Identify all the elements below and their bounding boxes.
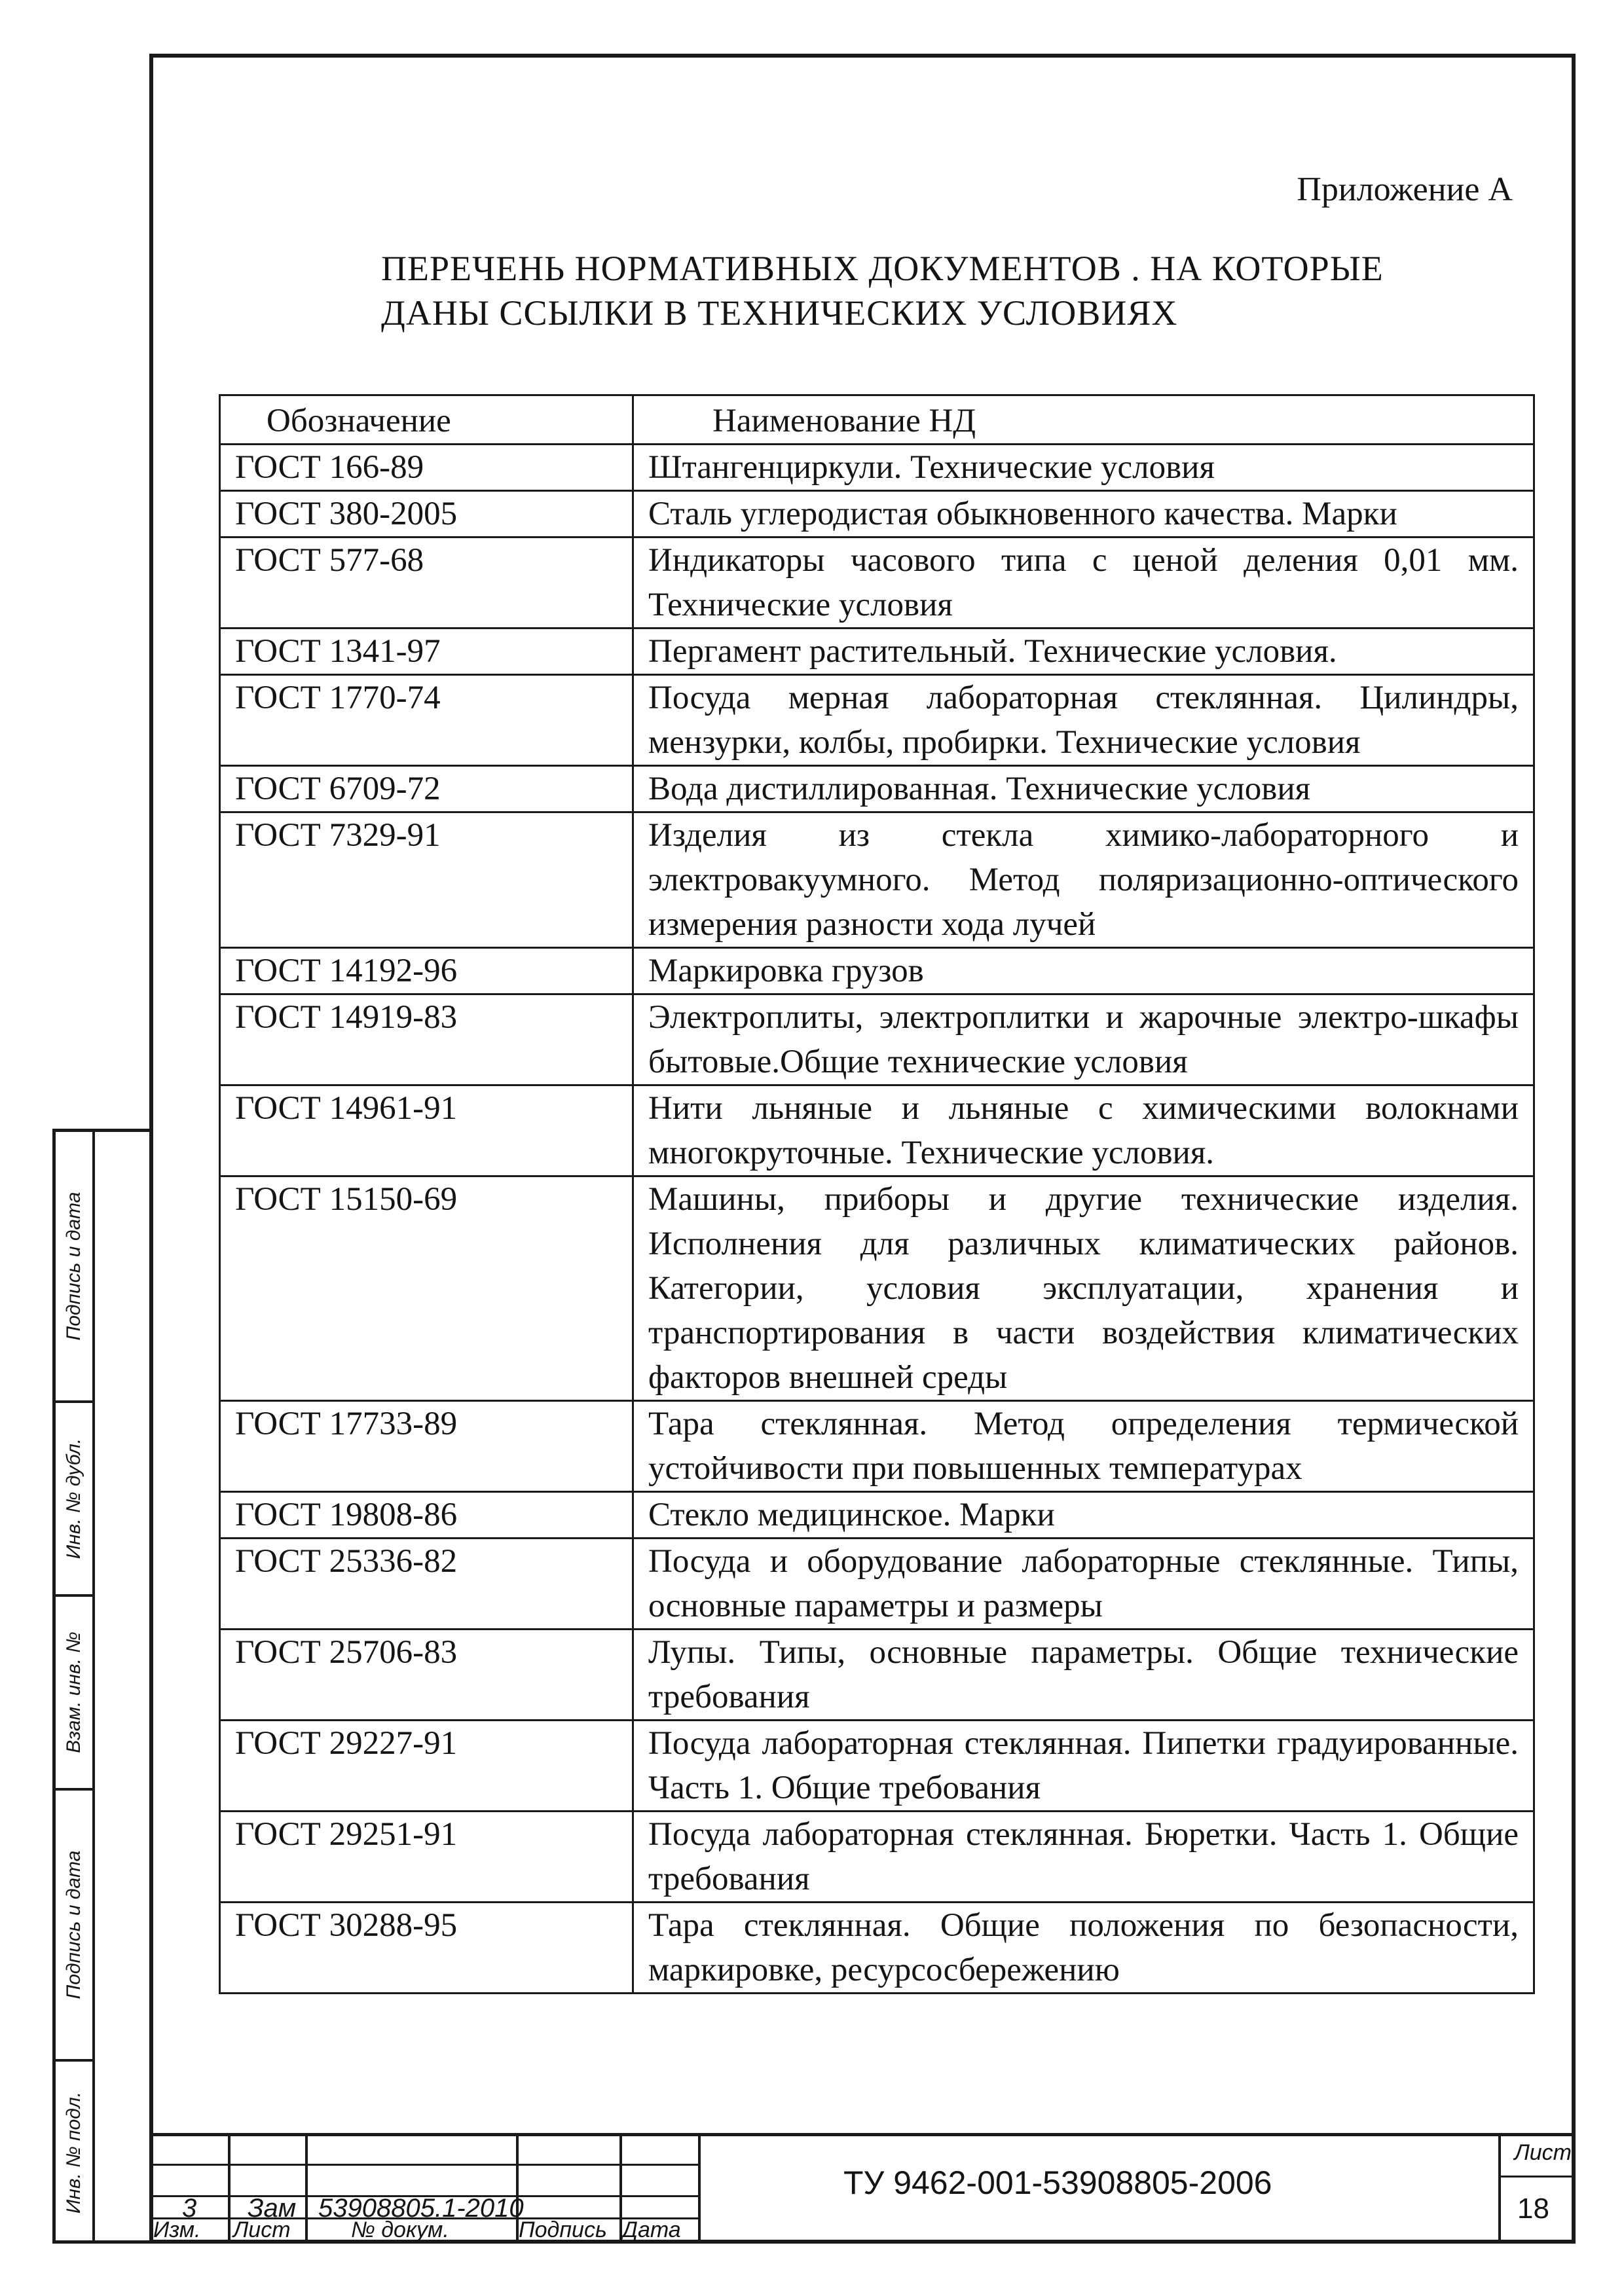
document-code: ГОСТ 15150-69: [220, 1176, 633, 1401]
sheet-label: Лист: [1514, 2140, 1572, 2165]
document-name: Сталь углеродистая обыкновенного качества. Марки: [633, 491, 1534, 538]
document-code: ГОСТ 6709-72: [220, 766, 633, 812]
normative-documents-table: [219, 394, 1535, 1994]
table-row: [220, 491, 1534, 538]
title-line-2: ДАНЫ ССЫЛКИ В ТЕХНИЧЕСКИХ УСЛОВИЯХ: [381, 293, 1178, 333]
sidebar-dup-inv: Инв. № дубл.: [56, 1403, 95, 1597]
document-name: Тара стеклянная. Общие положения по безопасности, маркировке, ресурсосбережению: [633, 1903, 1534, 1994]
document-code: ГОСТ 380-2005: [220, 491, 633, 538]
document-code: ГОСТ 29227-91: [220, 1721, 633, 1812]
table-row: [220, 1630, 1534, 1721]
document-name: Тара стеклянная. Метод определения термической устойчивости при повышенных температурах: [633, 1401, 1534, 1492]
document-code: ГОСТ 14192-96: [220, 948, 633, 994]
document-code: ГОСТ 19808-86: [220, 1492, 633, 1539]
document-code: ГОСТ 1770-74: [220, 675, 633, 766]
table-row: [220, 1721, 1534, 1812]
table-row: [220, 1539, 1534, 1630]
page-frame: [149, 54, 1576, 2244]
table-row: [220, 766, 1534, 812]
header-list: Лист: [233, 2217, 291, 2242]
document-name: Вода дистиллированная. Технические условия: [633, 766, 1534, 812]
header-date: Дата: [622, 2217, 681, 2242]
table-row: [220, 675, 1534, 766]
header-name: Наименование НД: [633, 395, 1534, 445]
title-line-1: ПЕРЕЧЕНЬ НОРМАТИВНЫХ ДОКУМЕНТОВ . НА КОТОРЫЕ: [381, 249, 1384, 288]
document-code: ГОСТ 14919-83: [220, 994, 633, 1085]
document-code: ГОСТ 577-68: [220, 538, 633, 629]
table-row: [220, 445, 1534, 491]
document-name: Посуда лабораторная стеклянная. Бюретки. Часть 1. Общие требования: [633, 1812, 1534, 1903]
document-name: Изделия из стекла химико-лабораторного и электровакуумного. Метод поляризационно-оптического измерения разности хода лучей: [633, 812, 1534, 948]
table-header-row: [220, 395, 1534, 445]
table-row: [220, 1812, 1534, 1903]
sidebar-orig-inv: Инв. № подл.: [56, 2062, 95, 2244]
document-number: ТУ 9462-001-53908805-2006: [843, 2164, 1272, 2201]
document-name: Маркировка грузов: [633, 948, 1534, 994]
document-code: ГОСТ 7329-91: [220, 812, 633, 948]
table-row: [220, 1176, 1534, 1401]
change-number: 3: [182, 2194, 197, 2223]
document-code: ГОСТ 30288-95: [220, 1903, 633, 1994]
document-name: Посуда лабораторная стеклянная. Пипетки градуированные. Часть 1. Общие требования: [633, 1721, 1534, 1812]
table-row: [220, 1903, 1534, 1994]
document-name: Индикаторы часового типа с ценой деления 0,01 мм. Технические условия: [633, 538, 1534, 629]
header-docnum: № докум.: [351, 2217, 449, 2242]
document-name: Машины, приборы и другие технические изделия. Исполнения для различных климатических районов. Категории, условия эксплуатации, хранения и транспортирования в части воздействия климатических факторов внешней среды: [633, 1176, 1534, 1401]
table-row: [220, 948, 1534, 994]
change-type: Зам: [248, 2194, 297, 2223]
document-code: ГОСТ 17733-89: [220, 1401, 633, 1492]
page-title: [381, 246, 1624, 335]
change-document: 53908805.1-2010: [318, 2194, 524, 2223]
document-name: Стекло медицинское. Марки: [633, 1492, 1534, 1539]
document-name: Нити льняные и льняные с химическими волокнами многокруточные. Технические условия.: [633, 1085, 1534, 1176]
table-row: [220, 1085, 1534, 1176]
sidebar-replace-inv: Взам. инв. №: [56, 1597, 95, 1791]
header-signature: Подпись: [519, 2217, 607, 2242]
table-row: [220, 1492, 1534, 1539]
document-name: Пергамент растительный. Технические условия.: [633, 629, 1534, 675]
document-name: Посуда мерная лабораторная стеклянная. Цилиндры, мензурки, колбы, пробирки. Технические условия: [633, 675, 1534, 766]
sidebar-sign-date-top: Подпись и дата: [56, 1132, 95, 1403]
table-row: [220, 994, 1534, 1085]
document-code: ГОСТ 25706-83: [220, 1630, 633, 1721]
document-code: ГОСТ 14961-91: [220, 1085, 633, 1176]
document-code: ГОСТ 166-89: [220, 445, 633, 491]
sheet-number: 18: [1517, 2193, 1549, 2225]
document-code: ГОСТ 29251-91: [220, 1812, 633, 1903]
table-row: [220, 629, 1534, 675]
document-name: Лупы. Типы, основные параметры. Общие технические требования: [633, 1630, 1534, 1721]
title-block: [149, 2133, 1576, 2244]
document-name: Посуда и оборудование лабораторные стеклянные. Типы, основные параметры и размеры: [633, 1539, 1534, 1630]
document-code: ГОСТ 25336-82: [220, 1539, 633, 1630]
header-code: Обозначение: [220, 395, 633, 445]
document-code: ГОСТ 1341-97: [220, 629, 633, 675]
appendix-label: Приложение А: [1297, 171, 1513, 208]
left-sidebar: [52, 1129, 149, 2244]
document-name: Электроплиты, электроплитки и жарочные электро-шкафы бытовые.Общие технические условия: [633, 994, 1534, 1085]
table-row: [220, 538, 1534, 629]
header-izm: Изм.: [153, 2217, 201, 2242]
table-row: [220, 1401, 1534, 1492]
table-row: [220, 812, 1534, 948]
sidebar-sign-date-bottom: Подпись и дата: [56, 1791, 95, 2062]
document-name: Штангенциркули. Технические условия: [633, 445, 1534, 491]
